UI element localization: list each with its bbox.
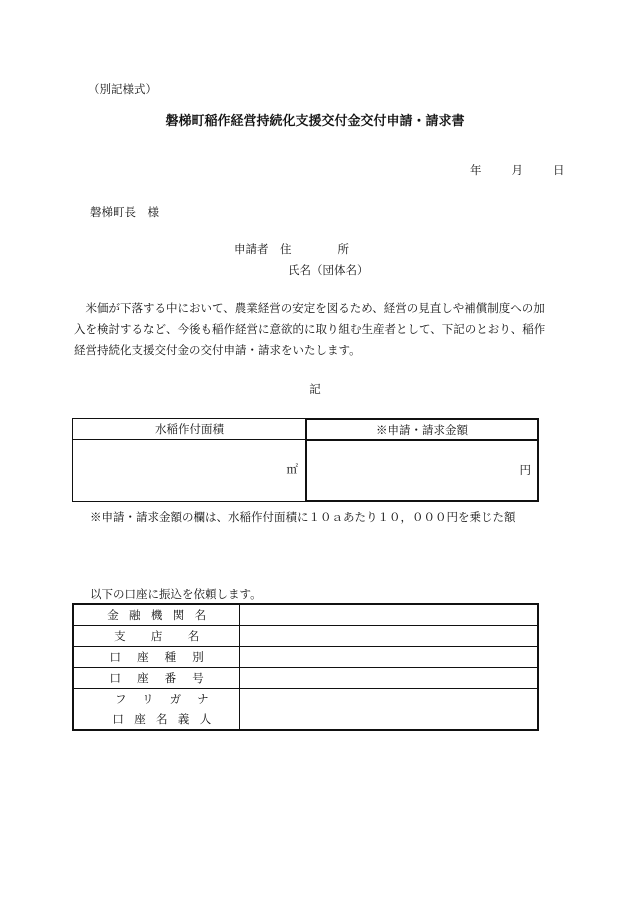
document-title: 磐梯町稲作経営持続化支援交付金交付申請・請求書 <box>165 114 465 129</box>
date-year: 年 <box>470 163 482 177</box>
form-label: （別記様式） <box>88 82 157 96</box>
account-number-field[interactable] <box>240 668 538 689</box>
branch-name-label: 支店名 <box>73 626 240 647</box>
date-line <box>470 162 565 178</box>
table-row <box>73 604 538 626</box>
table-row <box>73 626 538 647</box>
date-day: 日 <box>553 163 565 177</box>
bank-name-field[interactable] <box>240 604 538 626</box>
account-holder-field[interactable] <box>240 689 538 731</box>
table-row <box>73 668 538 689</box>
ki-heading: 記 <box>309 382 321 396</box>
area-value-field[interactable] <box>72 439 306 502</box>
bank-table <box>72 603 539 731</box>
applicant-name-label: 氏名（団体名） <box>288 263 369 277</box>
amount-note: ※申請・請求金額の欄は、水稲作付面積に１０ａあたり１０，０００円を乗じた額 <box>90 510 516 524</box>
claim-unit: 円 <box>519 463 531 477</box>
area-header: 水稲作付面積 <box>72 418 306 440</box>
claim-header: ※申請・請求金額 <box>305 418 539 441</box>
furigana-label: フリガナ <box>114 692 225 706</box>
account-type-field[interactable] <box>240 647 538 668</box>
table-row <box>73 689 538 731</box>
holder-label: 口座名義人 <box>112 712 222 726</box>
amount-table <box>72 418 539 502</box>
bank-name-label: 金融機関名 <box>73 604 240 626</box>
area-unit: ㎡ <box>286 462 298 476</box>
account-number-label: 口座番号 <box>73 668 240 689</box>
bank-intro: 以下の口座に振込を依頼します。 <box>90 587 262 601</box>
claim-value-field[interactable] <box>305 439 539 502</box>
applicant-address-label: 申請者 住 所 <box>234 242 349 256</box>
addressee: 磐梯町長 様 <box>90 205 159 219</box>
account-type-label: 口座種別 <box>73 647 240 668</box>
date-month: 月 <box>511 163 523 177</box>
body-text: 米価が下落する中において、農業経営の安定を図るため、経営の見直しや補償制度への加入を検討するなど、今後も稲作経営に意欲的に取り組む生産者として、下記のとおり、稲作経営持続化支援交付金の交付申請・請求をいたします。 <box>74 301 546 357</box>
table-row <box>73 647 538 668</box>
branch-name-field[interactable] <box>240 626 538 647</box>
account-holder-label <box>73 689 240 731</box>
